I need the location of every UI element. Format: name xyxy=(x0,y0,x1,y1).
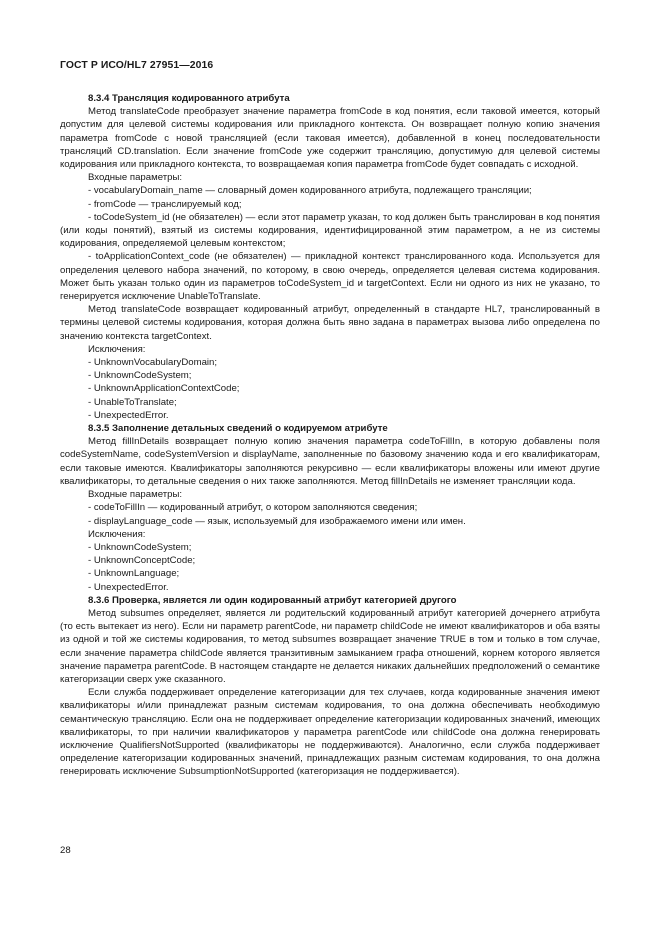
paragraph: Метод translateCode преобразует значение параметра fromCode в код понятия, если таковой имеется, который допустим для целевой системы кодирования или прикладного контекста. Он возвращает полную копию значения параметра fromCode с новой трансляцией (если таковая имеется), добавленной в конец последовательности трансляций CD.translation. Если значение fromCode уже содержит трансляцию, допустимую для целевой системы кодирования или прикладного контекста, то возвращаемая копия параметра fromCode будет совпадать с исходной. xyxy=(60,106,600,171)
exceptions-label: Исключения: xyxy=(88,528,146,540)
paragraph: Метод translateCode возвращает кодированный атрибут, определенный в стандарте HL7, транслированный в термины целевой системы кодирования, которая должна быть явно задана в параметрах вызова либо определена по значению контекста targetContext. xyxy=(60,304,600,342)
paragraph: Если служба поддерживает определение категоризации для тех случаев, когда кодированные значения имеют квалификаторы и/или принадлежат разным системам кодирования, то она должна обеспечивать необходимую семантическую трансляцию. Если она не поддерживает определение категоризации кодированных значений, имеющих квалификаторы, то при наличии квалификаторов у параметра parentCode или childCode она должна генерировать исключение QualifiersNotSupported (квалификаторы не поддерживаются). Аналогично, если служба поддерживает определение категоризации кодированных значений, принадлежащих разным системам кодирования, то она должна генерировать исключение SubsumptionNotSupported (категоризация не поддерживается). xyxy=(60,687,600,778)
list-item: - toCodeSystem_id (не обязателен) — если этот параметр указан, то код должен быть транслирован в код понятия (или коды понятий), взятый из системы кодирования, идентифицированной этим параметром, а не из системы кодирования, определяемой целевым контекстом; xyxy=(60,211,600,251)
inputs-list xyxy=(60,184,600,303)
exceptions-list xyxy=(60,356,600,422)
list-item: - UnexpectedError. xyxy=(60,409,600,422)
list-item: - displayLanguage_code — язык, используемый для изображаемого имени или имен. xyxy=(60,515,600,528)
inputs-label: Входные параметры: xyxy=(88,172,183,184)
list-item: - fromCode — транслируемый код; xyxy=(60,198,600,211)
list-item: - UnexpectedError. xyxy=(60,581,600,594)
section-heading-835: 8.3.5 Заполнение детальных сведений о кодируемом атрибуте xyxy=(88,423,388,435)
list-item: - UnknownApplicationContextCode; xyxy=(60,382,600,395)
list-item: - UnknownCodeSystem; xyxy=(60,541,600,554)
page-number: 28 xyxy=(60,845,71,856)
list-item: - UnableToTranslate; xyxy=(60,396,600,409)
inputs-label: Входные параметры: xyxy=(88,489,183,501)
paragraph: Метод subsumes определяет, является ли родительский кодированный атрибут категорией дочернего атрибута (то есть вытекает из него). Если ни параметр parentCode, ни параметр childCode не имеют квалификаторов и оба взяты из одной и той же системы кодирования, то метод subsumes возвращает значение TRUE в том и только в том случае, если значение параметра childCode является транзитивным замыканием графа отношений, корнем которого является значение параметра parentCode. В настоящем стандарте не делается никаких дальнейших предположений о семантике категоризации сверх уже сказанного. xyxy=(60,607,600,685)
exceptions-list xyxy=(60,541,600,594)
paragraph: Метод fillInDetails возвращает полную копию значения параметра codeToFillIn, в которую добавлены поля codeSystemName, codeSystemVersion и displayName, заполненные по базовому значению кода и его квалификаторам, если таковые имеются. Квалификаторы заполняются рекурсивно — если квалификаторы вложены или имеют другие квалификаторы, то детальные сведения о них также заполняются. Метод fillInDetails не изменяет трансляции кода. xyxy=(60,436,600,487)
section-heading-836: 8.3.6 Проверка, является ли один кодированный атрибут категорией другого xyxy=(88,594,457,606)
list-item: - codeToFillIn — кодированный атрибут, о котором заполняются сведения; xyxy=(60,501,600,514)
list-item: - UnknownConceptCode; xyxy=(60,554,600,567)
list-item: - UnknownVocabularyDomain; xyxy=(60,356,600,369)
list-item: - UnknownLanguage; xyxy=(60,567,600,580)
inputs-list xyxy=(60,501,600,527)
list-item: - vocabularyDomain_name — словарный домен кодированного атрибута, подлежащего трансляции; xyxy=(60,184,600,197)
list-item: - toApplicationContext_code (не обязателен) — прикладной контекст транслированного кода. Используется для определения целевого набора значений, по которому, в свою очередь, определяется целевая система кодирования. Может быть указан только один из параметров toCodeSystem_id и targetContext. Если ни одного из них не указано, то генерируется исключение UnableToTranslate. xyxy=(60,250,600,303)
list-item: - UnknownCodeSystem; xyxy=(60,369,600,382)
exceptions-label: Исключения: xyxy=(88,343,146,355)
document-body xyxy=(60,92,600,779)
section-heading-834: 8.3.4 Трансляция кодированного атрибута xyxy=(88,93,290,104)
document-header: ГОСТ Р ИСО/HL7 27951—2016 xyxy=(60,60,214,71)
